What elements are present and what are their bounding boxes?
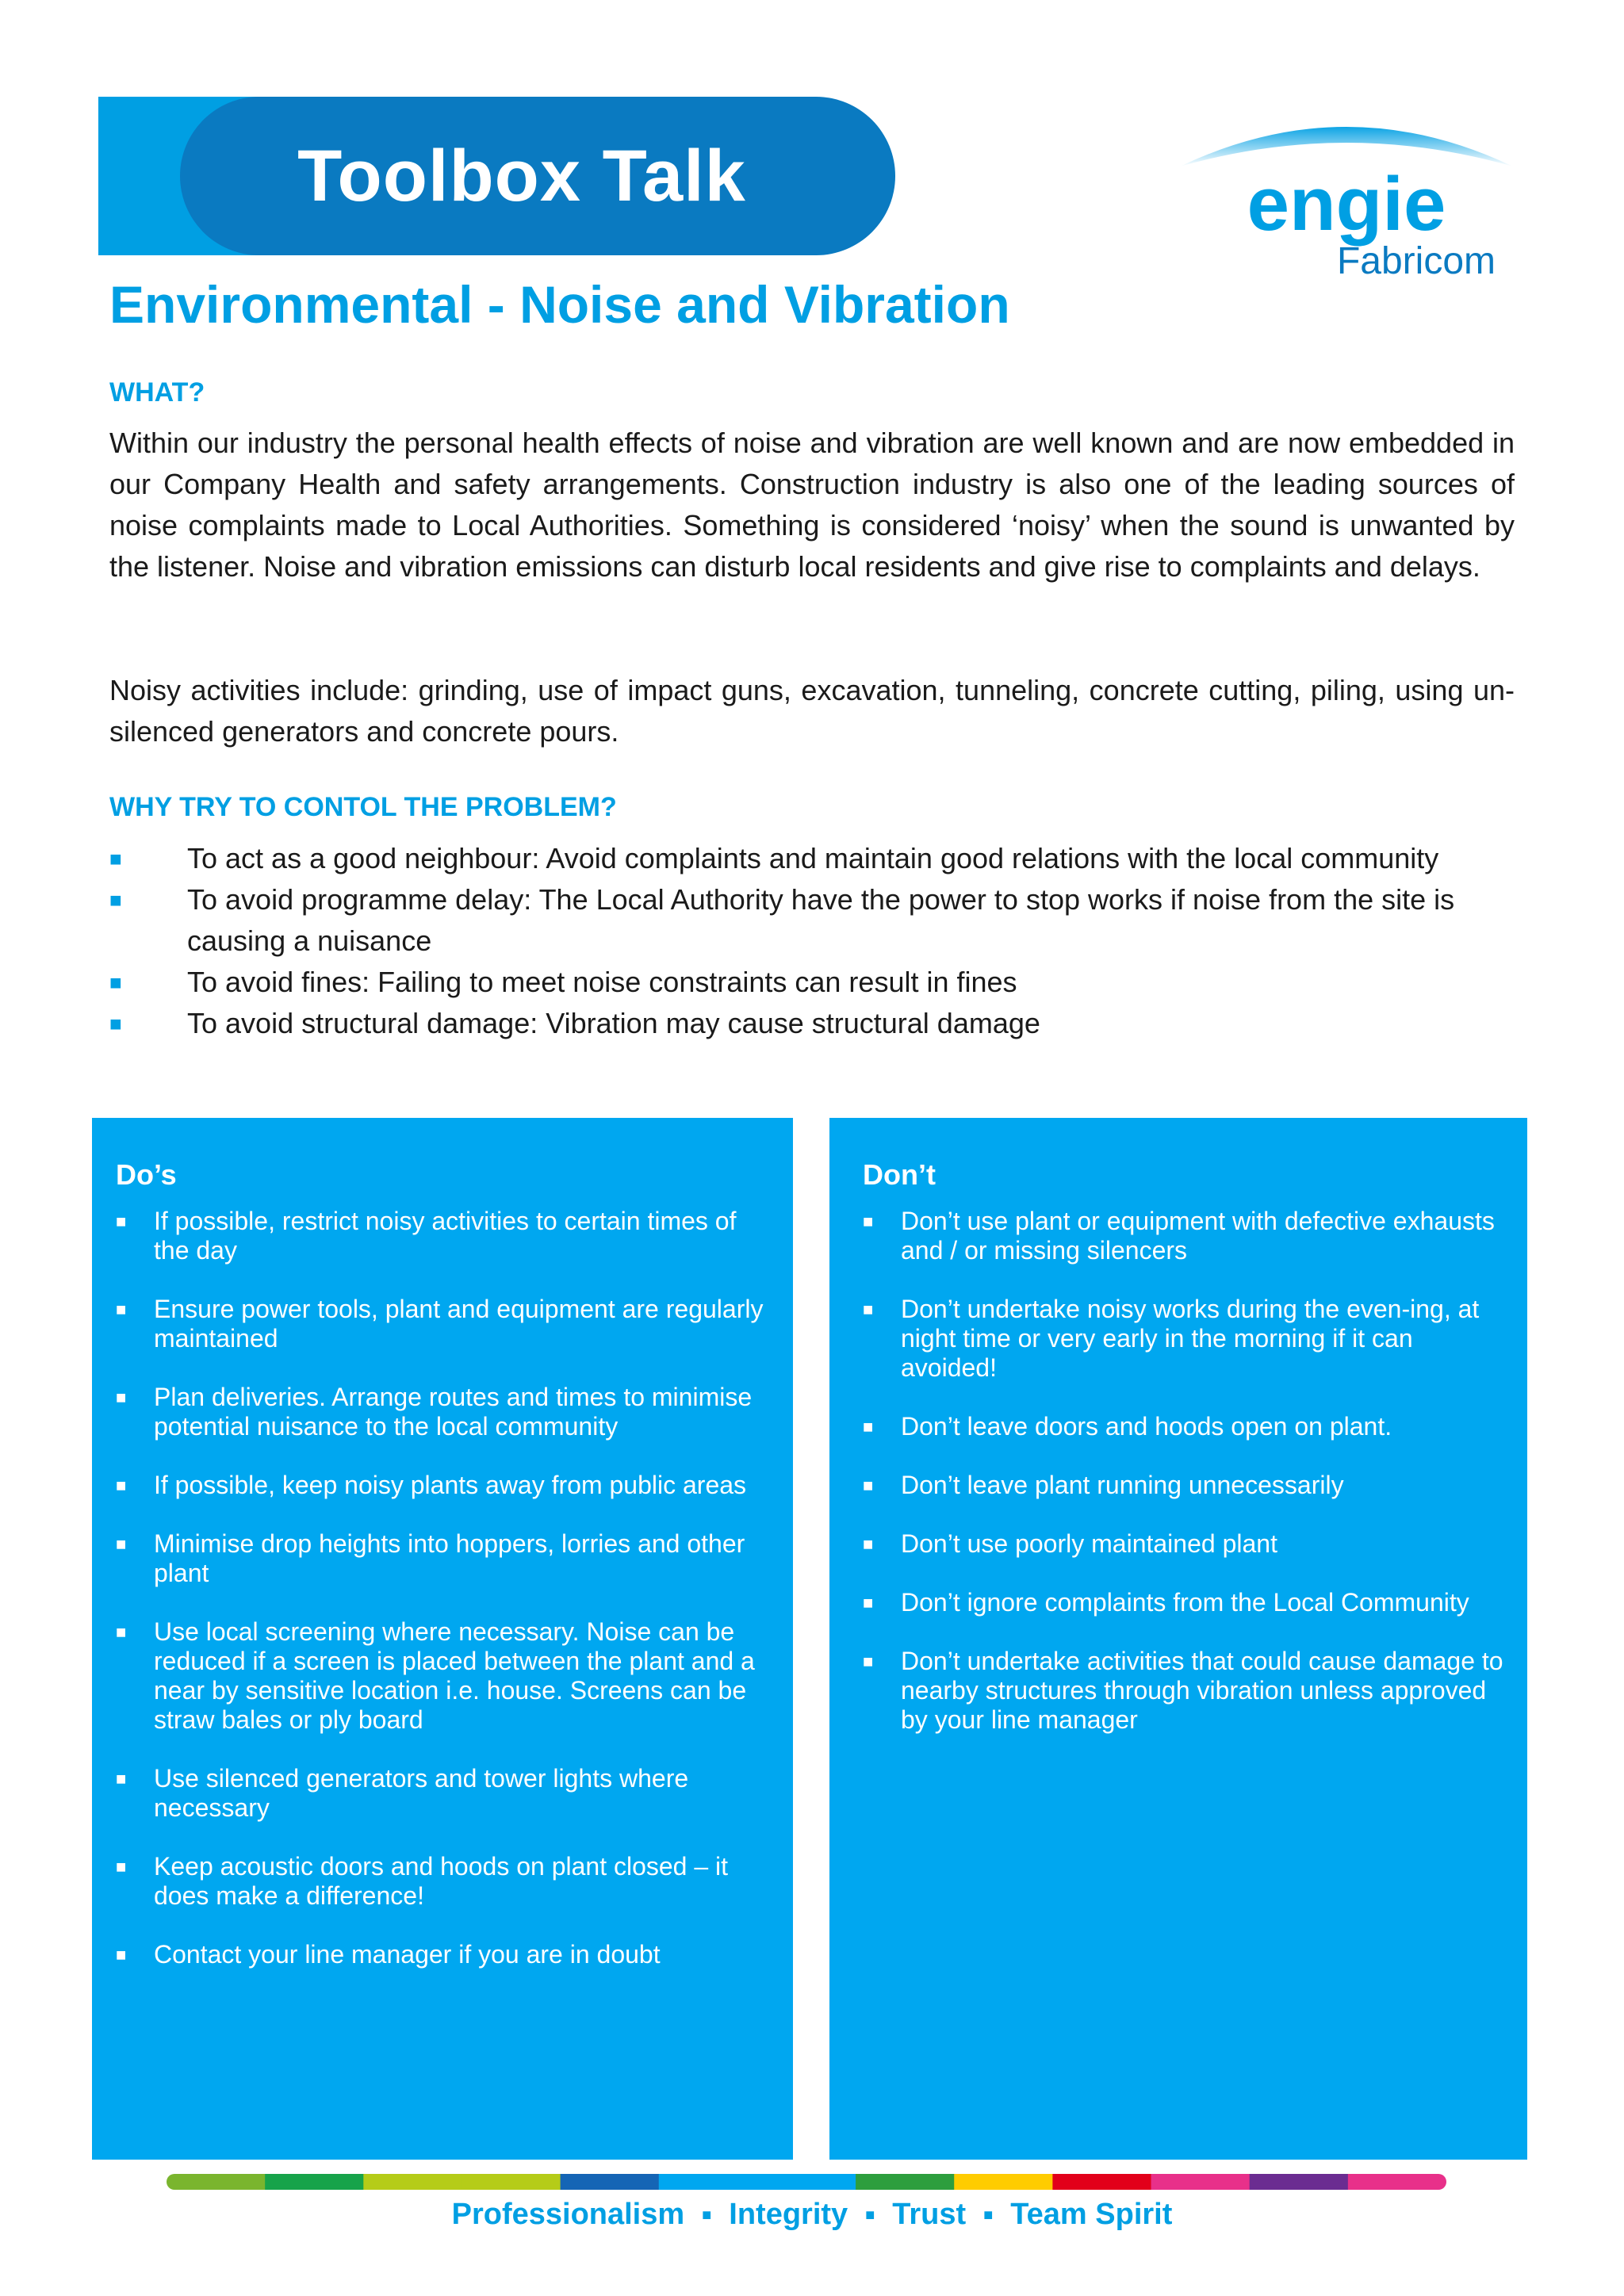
- donts-item: [863, 1647, 1503, 1735]
- color-bar-segment: [1052, 2174, 1151, 2190]
- why-item: [109, 1003, 1515, 1044]
- dos-item: [116, 1207, 764, 1265]
- square-bullet-icon: ■: [863, 1534, 874, 1554]
- what-paragraph-1: Within our industry the personal health effects of noise and vibration are well known and are now embedded in our Company Health and safety arrangements. Construction industry is also one of the leading sources of noise complaints made to Local Authorities. Something is considered ‘noisy’ when the sound is unwanted by the listener. Noise and vibration emissions can disturb local residents and give rise to complaints and delays.: [109, 427, 1515, 583]
- dos-item: [116, 1295, 764, 1353]
- donts-item-text: Don’t use plant or equipment with defective exhausts and / or missing silencers: [901, 1207, 1495, 1265]
- color-bar-segment: [954, 2174, 1053, 2190]
- square-bullet-icon: ■: [116, 1945, 127, 1965]
- square-bullet-icon: ■: [863, 1299, 874, 1319]
- dos-item-text: If possible, keep noisy plants away from public areas: [154, 1471, 747, 1499]
- donts-item: [863, 1412, 1503, 1441]
- page-title: Environmental - Noise and Vibration: [109, 275, 1010, 334]
- footer-value: Integrity: [729, 2198, 848, 2231]
- dos-item: [116, 1764, 764, 1823]
- square-bullet-icon: ■: [116, 1211, 127, 1231]
- dos-item-text: Minimise drop heights into hoppers, lorries and other plant: [154, 1529, 745, 1587]
- square-bullet-icon: ■: [116, 1769, 127, 1789]
- dos-item-text: Contact your line manager if you are in doubt: [154, 1940, 661, 1969]
- square-bullet-icon: ■: [116, 1857, 127, 1877]
- dos-item: [116, 1617, 764, 1735]
- color-bar-segment: [757, 2174, 856, 2190]
- what-heading: WHAT?: [109, 377, 205, 408]
- color-bar-segment: [363, 2174, 462, 2190]
- square-bullet-icon: ■: [116, 1299, 127, 1319]
- separator-icon: ■: [702, 2206, 712, 2225]
- why-item: [109, 838, 1515, 879]
- footer-color-bar: [167, 2174, 1446, 2190]
- square-bullet-icon: ■: [863, 1417, 874, 1437]
- dos-item-text: Ensure power tools, plant and equipment are regularly maintained: [154, 1295, 764, 1353]
- color-bar-segment: [1348, 2174, 1446, 2190]
- donts-heading: Don’t: [863, 1158, 936, 1191]
- footer-value: Team Spirit: [1010, 2198, 1173, 2231]
- square-bullet-icon: ■: [116, 1475, 127, 1495]
- square-bullet-icon: ■: [863, 1651, 874, 1671]
- footer-values: [0, 2198, 1624, 2232]
- square-bullet-icon: ■: [109, 888, 122, 912]
- why-item-text: To avoid programme delay: The Local Authority have the power to stop works if noise from the site is causing a nuisance: [187, 883, 1455, 957]
- color-bar-segment: [1250, 2174, 1349, 2190]
- donts-item-text: Don’t undertake noisy works during the even-ing, at night time or very early in the morning if it can avoided!: [901, 1295, 1480, 1382]
- dos-list: [116, 1207, 769, 1969]
- color-bar-segment: [659, 2174, 758, 2190]
- separator-icon: ■: [865, 2206, 875, 2225]
- banner-title: Toolbox Talk: [297, 135, 746, 216]
- dos-item: [116, 1471, 764, 1500]
- engie-fabricom-logo: [1172, 103, 1521, 285]
- color-bar-segment: [561, 2174, 660, 2190]
- dos-item: [116, 1529, 764, 1588]
- donts-item-text: Don’t leave doors and hoods open on plant.: [901, 1412, 1392, 1441]
- dos-item: [116, 1940, 764, 1969]
- why-item-text: To act as a good neighbour: Avoid complaints and maintain good relations with the local community: [187, 842, 1439, 874]
- square-bullet-icon: ■: [863, 1593, 874, 1613]
- color-bar-segment: [167, 2174, 266, 2190]
- why-list: [109, 838, 1515, 1044]
- square-bullet-icon: ■: [109, 1012, 122, 1035]
- why-item-text: To avoid structural damage: Vibration may cause structural damage: [187, 1007, 1040, 1039]
- why-item-text: To avoid fines: Failing to meet noise constraints can result in fines: [187, 966, 1017, 998]
- dos-item-text: Keep acoustic doors and hoods on plant closed – it does make a difference!: [154, 1852, 729, 1910]
- logo-brand: engie: [1247, 162, 1446, 247]
- logo-sub: Fabricom: [1336, 240, 1496, 282]
- why-item: [109, 962, 1515, 1003]
- square-bullet-icon: ■: [116, 1534, 127, 1554]
- donts-panel: [829, 1118, 1527, 2160]
- why-item: [109, 879, 1515, 962]
- color-bar-segment: [856, 2174, 955, 2190]
- dos-item: [116, 1852, 764, 1911]
- separator-icon: ■: [983, 2206, 994, 2225]
- donts-item-text: Don’t use poorly maintained plant: [901, 1529, 1277, 1558]
- what-paragraph-2: Noisy activities include: grinding, use of impact guns, excavation, tunneling, concrete cutting, piling, using un-silenced generators and concrete pours.: [109, 674, 1515, 748]
- footer-value: Professionalism: [451, 2198, 685, 2231]
- color-bar-segment: [265, 2174, 364, 2190]
- footer-value: Trust: [892, 2198, 967, 2231]
- square-bullet-icon: ■: [863, 1475, 874, 1495]
- donts-item: [863, 1529, 1503, 1559]
- square-bullet-icon: ■: [863, 1211, 874, 1231]
- donts-item: [863, 1471, 1503, 1500]
- color-bar-segment: [1151, 2174, 1251, 2190]
- dos-item-text: Use silenced generators and tower lights where necessary: [154, 1764, 689, 1822]
- dos-heading: Do’s: [116, 1158, 177, 1191]
- donts-item: [863, 1295, 1503, 1383]
- square-bullet-icon: ■: [116, 1622, 127, 1642]
- dos-item-text: Use local screening where necessary. Noise can be reduced if a screen is placed between the plant and a near by sensitive location i.e. house. Screens can be straw bales or ply board: [154, 1617, 755, 1734]
- square-bullet-icon: ■: [109, 970, 122, 994]
- square-bullet-icon: ■: [116, 1387, 127, 1407]
- why-heading: WHY TRY TO CONTOL THE PROBLEM?: [109, 792, 617, 822]
- donts-item-text: Don’t ignore complaints from the Local Community: [901, 1588, 1469, 1617]
- color-bar-segment: [462, 2174, 561, 2190]
- donts-item: [863, 1588, 1503, 1617]
- dos-item-text: If possible, restrict noisy activities to certain times of the day: [154, 1207, 737, 1265]
- square-bullet-icon: ■: [109, 847, 122, 871]
- dos-item: [116, 1383, 764, 1441]
- banner-pill: [180, 97, 895, 255]
- donts-list: [863, 1207, 1503, 1735]
- donts-item-text: Don’t leave plant running unnecessarily: [901, 1471, 1344, 1499]
- dos-item-text: Plan deliveries. Arrange routes and times to minimise potential nuisance to the local community: [154, 1383, 753, 1441]
- donts-item: [863, 1207, 1503, 1265]
- dos-panel: [92, 1118, 793, 2160]
- donts-item-text: Don’t undertake activities that could cause damage to nearby structures through vibration unless approved by your line manager: [901, 1647, 1503, 1734]
